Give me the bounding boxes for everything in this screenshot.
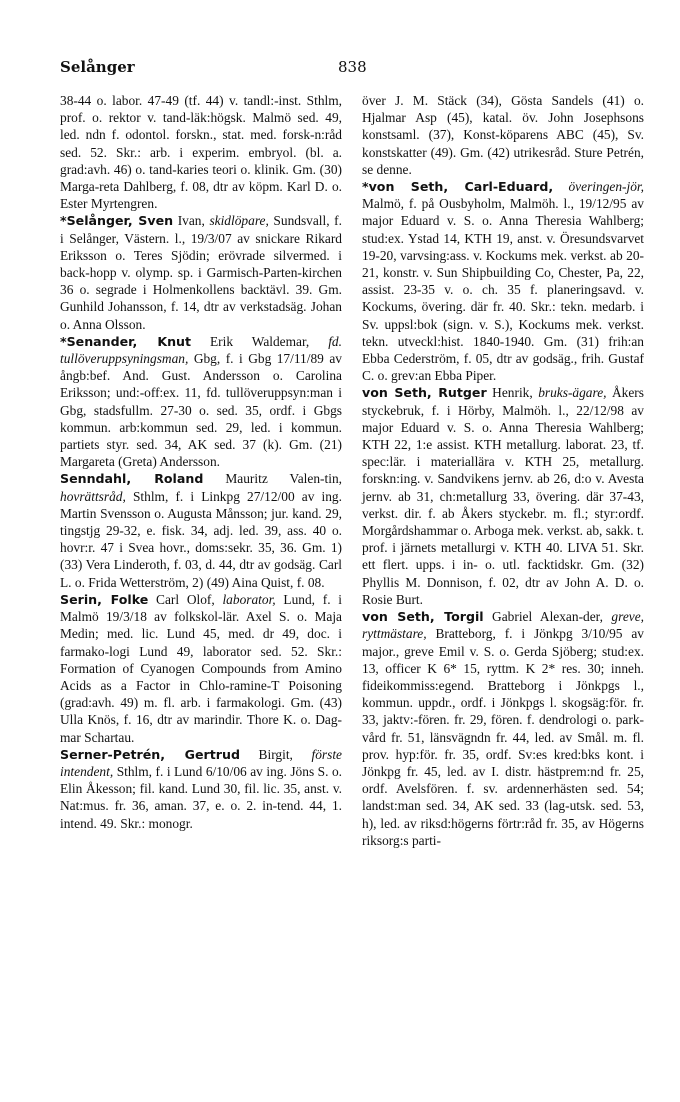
biographical-entry [362, 384, 644, 608]
biographical-entry [362, 608, 644, 849]
entry-surname: *von Seth, Carl-Eduard, [362, 179, 554, 195]
section-heading: Selånger [60, 58, 135, 76]
entry-body: Sthlm, f. i Linkpg 27/12/00 av ing. Martin Svensson o. Augusta Månsson; jur. kand. 29, tingstjg 29-32, e. fisk. 34, adj. led. 39, ass. 40 o. hovr:r. 47 i Svea hovr., doms:sekr. 35, 36. Gm. 1) (33) Vera Linderoth, f. 03, d. 44, dtr av godsäg. Carl L. o. Frida Wetterström, 2) (49) Aina Quist, f. 08. [60, 488, 342, 590]
entry-body: Sthlm, f. i Lund 6/10/06 av ing. Jöns S. o. Elin Åkesson; fil. kand. Lund 30, fil. lic. 35, anst. v. Nat:mus. fr. 36, aman. 37, e. o. 2. in-tend. 44, 1. intend. 49. Skr.: monogr. [60, 763, 342, 831]
entry-surname: von Seth, Rutger [362, 385, 487, 401]
entry-body: Åkers styckebruk, f. i Hörby, Malmöh. l., 22/12/98 av major Eduard v. S. o. Anna Theresia Wahlberg; KTH 22, 1:e assist. KTH metallurg. laborat. 23, tf. spec:lär. i materiallära v. KTH 25, metallurg. forskn:ing. v. Sandvikens jernv. ab 26, d:o v. Avesta jernv. ab 31, ch:metallurg 33, övering. där 37-43, verkst. dir. f. ab Åkers styckebr. m. fl.; styr:ordf. Morgårdshammar o. Arboga mek. verkst. ab, sakk. t. prof. i järnets metallurgi v. KTH 40. LIVA 51. Skr. ett flert. upps. i in- o. utl. facktidskr. Gm. (32) Phyllis M. Donnison, f. 02, dtr av John A. D. o. Rosie Burt. [362, 385, 645, 607]
entry-surname: von Seth, Torgil [362, 609, 484, 625]
continued-entry-text [362, 92, 644, 178]
biographical-entry [362, 178, 644, 384]
biographical-entry [60, 212, 342, 332]
entry-occupation: greve, ryttmästare, [362, 609, 644, 642]
entry-surname: Serner-Petrén, Gertrud [60, 746, 240, 762]
entry-body: Lund, f. i Malmö 19/3/18 av folkskol-lär. Axel S. o. Maja Medin; med. lic. Lund 45, med. dr 49, doc. i farmako-logi Lund 49, laborator sed. 52. Skr.: Formation of Cyanogen Compounds from Amino Acids as a Factor in Chlo-ramine-T Poisoning (grad:avh. 49) m. fl. arb. i farmakologi. Gm. (43) Ulla Knös, f. 16, dtr av marindir. Thore K. o. Dag-mar Schartau. [60, 591, 342, 745]
entry-occupation: fd. tullöveruppsyningsman, [60, 333, 342, 367]
biographical-entry [60, 746, 342, 832]
entry-surname: Serin, Folke [60, 591, 149, 607]
entry-surname: Senndahl, Roland [60, 471, 204, 487]
entry-given-names: Ivan, [177, 213, 205, 229]
entry-body: 38-44 o. labor. 47-49 (tf. 44) v. tandl:-inst. Sthlm, prof. o. rektor v. tand-läk:högsk. Malmö sed. 49, led. ndn f. odontol. forskn., stat. med. forsk-n:råd sed. 52. Skr.: arb. i experim. embryol. (bl. a. grad:avh. 46) o. tand-karies teori o. klinik. Gm. (30) Marga-reta Dahlberg, f. 08, dtr av köpm. Karl D. o. Ester Myrtengren. [60, 93, 342, 212]
entry-occupation: laborator, [222, 591, 276, 607]
entry-given-names: Mauritz Valen-tin, [225, 471, 342, 487]
entry-given-names: Carl Olof, [156, 591, 215, 607]
entry-body: Sundsvall, f. i Selånger, Västern. l., 19/3/07 av snickare Rikard Eriksson o. Teres Sjödin; erövrade silvermed. i back-hopp v. olymp. sp. i Garmisch-Parten-kirchen 36 o. segrade i Holmenkollens backtävl. 39. Gm. Gunhild Johansson, f. 14, dtr av verkstadsäg. Johan o. Anna Olsson. [60, 213, 342, 332]
continued-entry-text [60, 92, 342, 212]
biographical-entry [60, 470, 342, 590]
entry-surname: *Selånger, Sven [60, 213, 174, 229]
entry-occupation: hovrättsråd, [60, 488, 126, 504]
entry-surname: *Senander, Knut [60, 333, 192, 349]
entry-given-names: Erik Waldemar, [209, 333, 310, 349]
entry-given-names: Gabriel Alexan-der, [492, 609, 603, 625]
entry-occupation: överingen-jör, [568, 179, 644, 195]
right-column [362, 92, 644, 849]
entry-occupation: skidlöpare, [209, 213, 269, 229]
page-number: 838 [338, 58, 367, 76]
entry-occupation: bruks-ägare, [538, 385, 607, 401]
entry-body: Malmö, f. på Ousbyholm, Malmöh. l., 19/12/95 av major Eduard v. S. o. Anna Theresia Wahlberg; stud:ex. Ystad 14, KTH 19, anst. v. Öresundsvarvet 19-20, varvsing:ass. v. Kockums mek. verkst. ab 20-21, konstr. v. Sun Shipbuilding Co, Chester, Pa, 22, assist. 23-35 v. o. ch. 35 f. planeringsavd. v. Kockums, övering. där fr. 40. Skr.: tekn. medarb. i Sv. uppsl:bok (sign. v. S.), Kockums mek. verkst. tekn. utveckl:hist. 1840-1940. Gm. (31) frih:an Ebba Cederström, f. 05, dtr av godsäg., frih. Gustaf C. o. grev:an Ebba Piper. [362, 196, 644, 384]
entry-body: Bratteborg, f. i Jönkpg 3/10/95 av major., greve Emil v. S. o. Gerda Sjöberg; stud:ex. 13, officer K 6* 15, ryttm. K 2* res. 30; inneh. fideikommiss:egend. Bratteborg i Jönkpgs l., kommun. uppdr., ordf. i Jönkpgs l. skogsäg:för. fr. 33, jaktv:-fören. fr. 29, fören. f. dendrologi o. park-vård fr. 51, länsvägndn fr. 44, led. av Smål. m. fl. prov. hyp:för. fr. 35, ordf. Sv:es kred:bks kont. i Jönkpg fr. 45, led. av I. distr. hästprem:nd fr. 25, ordf. Avelsfören. f. sv. ardennerhästen sed. 54; landst:man sed. 34, AK sed. 33 (lag-utsk. sed. 53, h), led. av riksd:högerns förtr:råd fr. 35, av Högerns riksorg:s parti- [362, 626, 644, 848]
left-column [60, 92, 342, 832]
entry-body: Gbg, f. i Gbg 17/11/89 av ångb:bef. And. Gust. Andersson o. Carolina Eriksson; und:-off:ex. 11, fd. tullöveruppsyn:man i Gbg, stadsfullm. 27-30 o. sed. 35, ordf. i Gbgs kommun. arb:kommun sed. 29, led. i kommun. partiets styr. sed. 34, AK sed. 37 (k). Gm. (21) Margareta (Greta) Andersson. [60, 351, 342, 470]
biographical-entry [60, 591, 342, 746]
biographical-entry [60, 333, 342, 471]
entry-given-names: Birgit, [258, 746, 293, 762]
entry-occupation: förste intendent, [60, 746, 342, 779]
entry-body: över J. M. Stäck (34), Gösta Sandels (41) o. Hjalmar Asp (45), katal. öv. John Josephsons konstsaml. (37), Konst-köparens ABC (45), Sv. konstskatter (49). Gm. (42) utrikesråd. Sture Petrén, se denne. [362, 93, 644, 177]
running-head [60, 58, 620, 80]
entry-given-names: Henrik, [492, 385, 533, 401]
